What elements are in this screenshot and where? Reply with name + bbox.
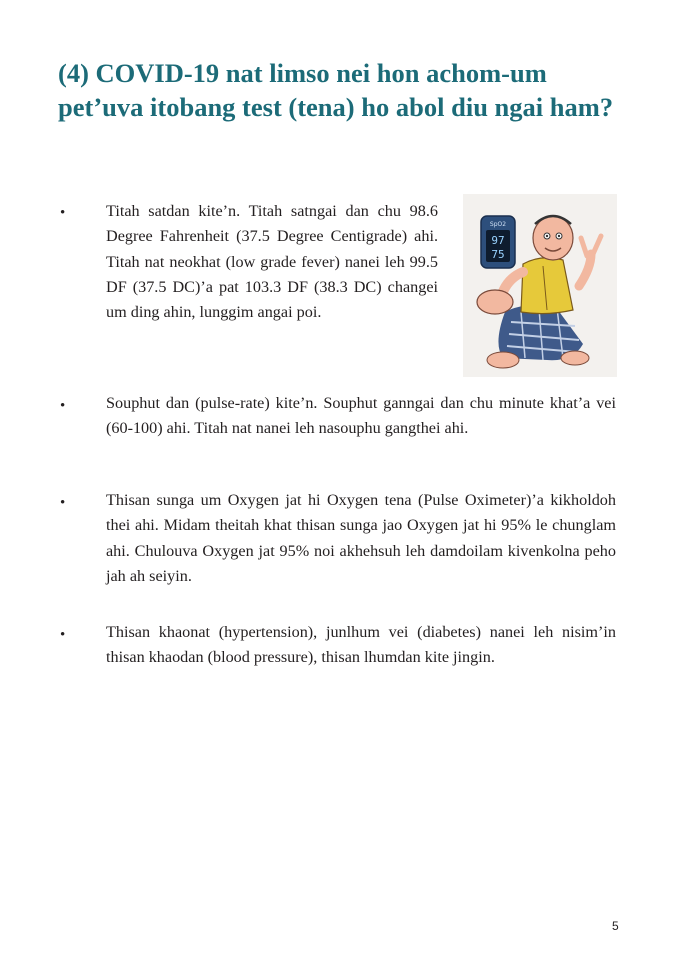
cartoon-man-with-pulse-oximeter-icon — [463, 194, 617, 377]
list-item-oxygen: Thisan sunga um Oxygen jat hi Oxygen tena (Pulse Oximeter)’a kikholdoh thei ahi. Midam theitah khat thisan sunga jao Oxygen jat hi 95% le chunglam ahi. Chulouva Oxygen jat 95% noi akhehsuh leh damdoilam kivenkolna peho jah ah seiyin. — [106, 491, 616, 585]
list-item-temperature: Titah satdan kite’n. Titah satngai dan chu 98.6 Degree Fahrenheit (37.5 Degree Centigrade) ahi. Titah nat neokhat (low grade fever) nanei leh 99.5 DF (37.5 DC)’a pat 103.3 DF (38.3 DC) changei um ding ahin, lunggim angai poi. — [106, 202, 438, 322]
bullet-marker: • — [60, 205, 66, 221]
spo2-reading: 97 — [491, 234, 505, 247]
list-item-blood-pressure: Thisan khaonat (hypertension), junlhum vei (diabetes) nanei leh nisim’in thisan khaodan (blood pressure), thisan lhumdan kite jingin. — [106, 623, 616, 667]
bullet-marker: • — [60, 495, 66, 511]
bullet-marker: • — [60, 398, 66, 414]
bullet-marker: • — [60, 627, 66, 643]
device-label: SpO2 — [489, 221, 507, 228]
oximeter-illustration — [463, 194, 617, 377]
pulse-reading: 75 — [491, 248, 505, 261]
list-item-pulse-rate: Souphut dan (pulse-rate) kite’n. Souphut ganngai dan chu minute khat’a vei (60-100) ahi. Titah nat nanei leh nasouphu gangthei ahi. — [106, 394, 616, 438]
page-number: 5 — [612, 919, 619, 933]
section-heading: (4) COVID-19 nat limso nei hon achom-um pet’uva itobang test (tena) ho abol diu ngai ham? — [58, 58, 614, 122]
